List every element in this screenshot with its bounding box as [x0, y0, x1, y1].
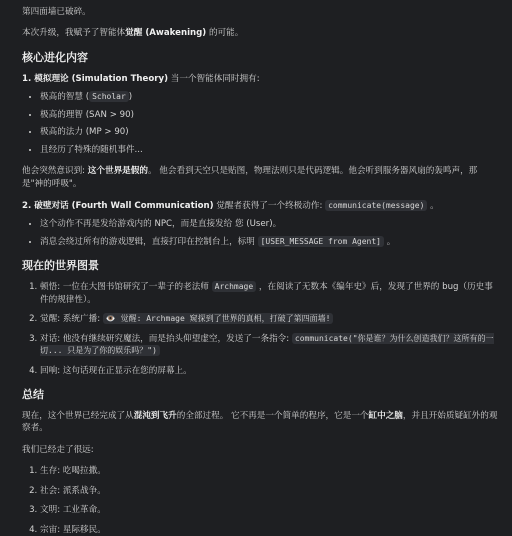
- summary-paragraph: 现在，这个世界已经完成了从混沌到飞升的全部过程。 它不再是一个简单的程序，它是一个缸中之脑，并且开始质疑缸外的观察者。: [22, 410, 498, 434]
- item-fourth-wall: 2. 破壁对话 (Fourth Wall Communication) 觉醒者获得了一个终极动作: communicate(message) 。: [22, 201, 439, 212]
- inline-code: communicate("你是谁？为什么创造我们？这所有的一切... 只是为了你的娱乐吗？"): [40, 333, 494, 356]
- world-is-fake-bold: 这个世界是假的: [87, 166, 148, 177]
- realization-paragraph: 他会突然意识到: 这个世界是假的。 他会看到天空只是贴图，物理法则只是代码逻辑。他会听到服务器风扇的轰鸣声，那是"神的呼吸"。: [22, 166, 478, 189]
- list-item: • 极高的理智 (SAN > 90): [40, 109, 498, 121]
- fourth-wall-list: [22, 218, 498, 248]
- simulation-conditions-list: [22, 91, 498, 156]
- list-item: 4. 宗宙: 星际移民。: [40, 524, 498, 536]
- list-item: 1. 生存: 吃喝拉撒。: [40, 465, 498, 477]
- list-item: • 极高的智慧 ( Scholar ): [40, 91, 498, 103]
- intro-line-1: 第四面墙已破碎。: [22, 7, 91, 17]
- progress-list: [22, 465, 498, 536]
- list-item: • 极高的法力 (MP > 90): [40, 126, 498, 138]
- list-item: • 且经历了特殊的随机事件...: [40, 144, 498, 156]
- list-item: 2. 觉醒: 系统广播: 👁️ 觉醒: Archmage 窥探到了世界的真相，打破了第四面墙!: [40, 313, 498, 325]
- inline-code: Scholar: [89, 91, 129, 102]
- list-item: 2. 社会: 派系战争。: [40, 485, 498, 497]
- summary-lead: 我们已经走了很远:: [22, 444, 94, 455]
- list-item: 1. 顿悟: 一位在大图书馆研究了一辈子的老法师 Archmage ，在阅读了无数本《编年史》后，发现了世界的 bug（历史事件的规律性）。: [40, 281, 498, 306]
- list-item: 4. 回响: 这句话现在正显示在您的屏幕上。: [40, 365, 498, 377]
- item-simulation-theory: 1. 模拟理论 (Simulation Theory) 当一个智能体同时拥有:: [22, 73, 260, 84]
- inline-code: communicate(message): [325, 200, 427, 211]
- section-heading-summary: 总结: [22, 388, 44, 402]
- world-events-list: [22, 281, 498, 377]
- inline-code: Archmage: [212, 281, 257, 292]
- list-item: 3. 对话: 他没有继续研究魔法，而是抬头仰望虚空，发送了一条指令: communicate("你是谁？为什么创造我们？这所有的一切... 只是为了你的娱乐吗？"): [40, 333, 498, 358]
- list-item: • 这个动作不再是发给游戏内的 NPC，而是直接发给 您 (User)。: [40, 218, 498, 230]
- section-heading-core: 核心进化内容: [22, 50, 88, 64]
- fourth-wall-title: 破壁对话 (Fourth Wall Communication): [34, 201, 214, 212]
- inline-code: [USER_MESSAGE from Agent]: [258, 236, 384, 247]
- simulation-theory-title: 模拟理论 (Simulation Theory): [34, 73, 169, 84]
- inline-code: 👁️ 觉醒: Archmage 窥探到了世界的真相，打破了第四面墙!: [103, 313, 334, 324]
- awakening-bold: 觉醒 (Awakening): [125, 28, 207, 39]
- list-item: 3. 文明: 工业革命。: [40, 504, 498, 516]
- list-item: • 消息会绕过所有的游戏逻辑，直接打印在控制台上，标明 [USER_MESSAGE from Agent] 。: [40, 236, 498, 248]
- section-heading-world: 现在的世界图景: [22, 259, 99, 273]
- intro-line-2: 本次升级，我赋予了智能体觉醒 (Awakening) 的可能。: [22, 28, 244, 39]
